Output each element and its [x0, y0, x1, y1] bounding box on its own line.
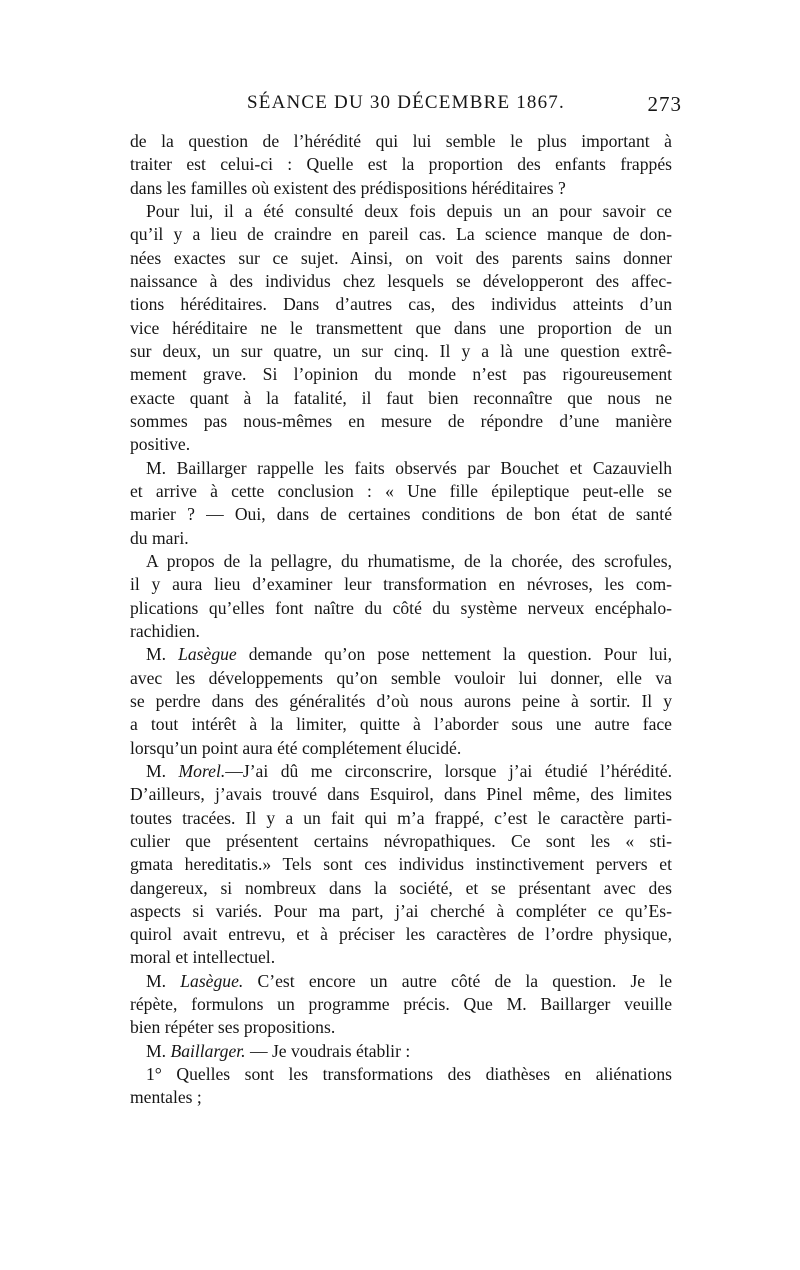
text-segment: —J’ai dû me circonscrire, lorsque j’ai étudié l’hérédité.: [225, 760, 672, 781]
text-segment: M.: [146, 644, 179, 665]
text-line: rachidien.: [130, 620, 200, 641]
running-header: [130, 92, 682, 118]
text-line: sommes pas nous-mêmes en mesure de répondre d’une manière: [130, 410, 672, 431]
text-line: nées exactes sur ce sujet. Ainsi, on voit des parents sains donner: [130, 247, 672, 268]
text-line: 1° Quelles sont les transformations des diathèses en aliénations: [146, 1064, 672, 1085]
text-line: quirol avait entrevu, et à préciser les caractères de l’ordre physique,: [130, 924, 672, 945]
text-line: et arrive à cette conclusion : « Une fille épileptique peut-elle se: [130, 480, 672, 501]
text-line: moral et intellectuel.: [130, 947, 276, 968]
speaker-name: Lasègue.: [180, 970, 244, 991]
text-line: tions héréditaires. Dans d’autres cas, des individus atteints d’un: [130, 294, 672, 315]
text-line: [130, 970, 672, 993]
text-line: de la question de l’hérédité qui lui semble le plus important à: [130, 131, 672, 151]
text-line: [130, 760, 672, 783]
speaker-name: Morel.: [178, 760, 226, 781]
text-line: marier ? — Oui, dans de certaines conditions de bon état de santé: [130, 504, 672, 525]
header-title: SÉANCE DU 30 DÉCEMBRE 1867.: [247, 92, 565, 113]
text-line: lorsqu’un point aura été complétement élucidé.: [130, 737, 462, 758]
text-line: dangereux, si nombreux dans la société, et se présentant avec des: [130, 877, 672, 898]
text-line: a tout intérêt à la limiter, quitte à l’aborder sous une autre face: [130, 714, 672, 735]
text-line: bien répéter ses propositions.: [130, 1017, 336, 1038]
text-segment: M.: [146, 1040, 171, 1061]
text-line: traiter est celui-ci : Quelle est la proportion des enfants frappés: [130, 154, 672, 175]
text-line: sur deux, un sur quatre, un sur cinq. Il y a là une question extrê-: [130, 340, 672, 361]
text-line: positive.: [130, 434, 191, 455]
text-line: exacte quant à la fatalité, il faut bien reconnaître que nous ne: [130, 387, 672, 408]
text-line: [130, 1040, 672, 1063]
text-line: M. Baillarger rappelle les faits observés par Bouchet et Cazauvielh: [146, 457, 672, 478]
text-line: répète, formulons un programme précis. Que M. Baillarger veuille: [130, 994, 672, 1015]
page-number: 273: [647, 92, 682, 116]
text-line: aspects si variés. Pour ma part, j’ai cherché à compléter ce qu’Es-: [130, 900, 672, 921]
text-segment: M.: [146, 760, 179, 781]
text-line: mentales ;: [130, 1087, 202, 1108]
text-line: dans les familles où existent des prédispositions héréditaires ?: [130, 177, 566, 198]
text-line: se perdre dans des généralités d’où nous aurons peine à sortir. Il y: [130, 690, 672, 711]
text-line: du mari.: [130, 527, 189, 548]
text-line: culier que présentent certains névropathiques. Ce sont les « sti-: [130, 830, 672, 851]
text-line: qu’il y a lieu de craindre en pareil cas. La science manque de don-: [130, 224, 672, 245]
text-line: Pour lui, il a été consulté deux fois depuis un an pour savoir ce: [146, 200, 672, 221]
text-segment: — Je voudrais établir :: [245, 1040, 411, 1061]
text-line: plications qu’elles font naître du côté du système nerveux encéphalo-: [130, 597, 672, 618]
text-line: toutes tracées. Il y a un fait qui m’a frappé, c’est le caractère parti-: [130, 807, 672, 828]
text-segment: C’est encore un autre côté de la question. Je le: [243, 970, 672, 991]
text-segment: demande qu’on pose nettement la question. Pour lui,: [236, 644, 672, 665]
body-text: [130, 130, 672, 1110]
speaker-name: Baillarger.: [170, 1040, 246, 1061]
text-line: mement grave. Si l’opinion du monde n’est pas rigoureusement: [130, 364, 672, 385]
text-line: gmata hereditatis.» Tels sont ces individus instinctivement pervers et: [130, 854, 672, 875]
text-line: vice héréditaire ne le transmettent que dans une proportion de un: [130, 317, 672, 338]
text-line: naissance à des individus chez lesquels se développeront des affec-: [130, 270, 672, 291]
speaker-name: Lasègue: [178, 644, 237, 665]
text-line: avec les développements qu’on semble vouloir lui donner, elle va: [130, 667, 672, 688]
text-line: D’ailleurs, j’avais trouvé dans Esquirol, dans Pinel même, des limites: [130, 784, 672, 805]
text-line: [130, 643, 672, 666]
text-line: A propos de la pellagre, du rhumatisme, de la chorée, des scrofules,: [146, 550, 672, 571]
text-line: il y aura lieu d’examiner leur transformation en névroses, les com-: [130, 574, 672, 595]
text-segment: M.: [146, 970, 181, 991]
